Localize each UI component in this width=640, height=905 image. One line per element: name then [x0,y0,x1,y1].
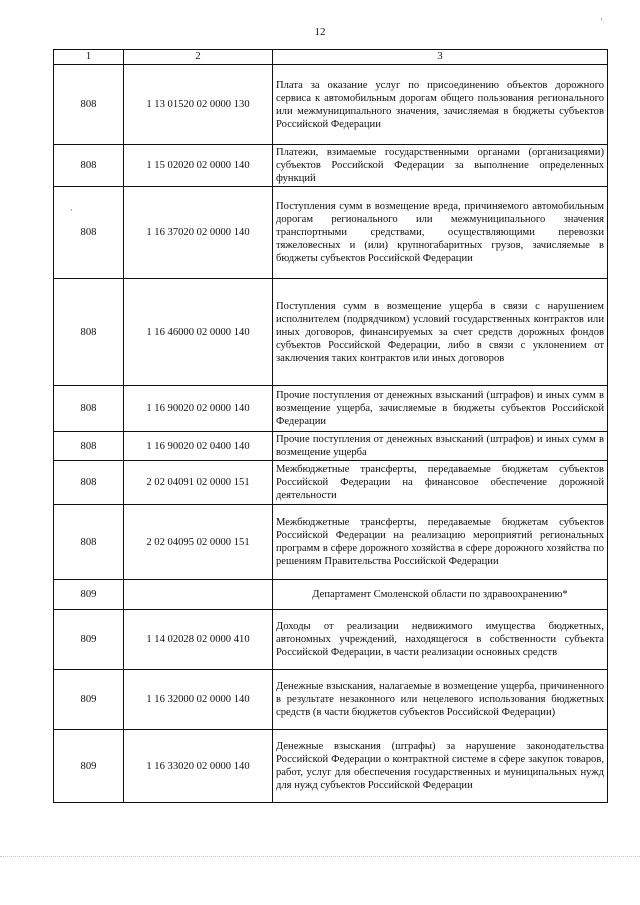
administrator-code: 808 [54,461,124,505]
revenue-code: 1 15 02020 02 0000 140 [124,145,273,187]
table-row [54,386,608,432]
table-row [54,145,608,187]
administrator-code: 808 [54,505,124,580]
administrator-code: 809 [54,580,124,610]
revenue-code: 2 02 04091 02 0000 151 [124,461,273,505]
revenue-code: 1 16 90020 02 0400 140 [124,432,273,461]
table-row [54,187,608,279]
administrator-code: 808 [54,432,124,461]
administrator-code: 808 [54,279,124,386]
administrator-code: 809 [54,670,124,730]
revenue-description: Прочие поступления от денежных взысканий (штрафов) и иных сумм в возмещение ущерба, зачисляемые в бюджеты субъектов Российской Федерации [273,386,608,432]
revenue-code: 1 13 01520 02 0000 130 [124,65,273,145]
revenue-code: 1 16 33020 02 0000 140 [124,730,273,803]
revenue-code [124,580,273,610]
table-row-department [54,580,608,610]
revenue-description: Поступления сумм в возмещение вреда, причиняемого автомобильным дорогам регионального или межмуниципального значения транспортными средствами, осуществляющими перевозки тяжеловесных и (или) крупногабаритных грузов, зачисляемые в бюджеты субъектов Российской Федерации [273,187,608,279]
table-row [54,670,608,730]
header-col-3: 3 [273,50,608,65]
table-row [54,279,608,386]
administrator-code: 808 [54,386,124,432]
revenue-code: 1 16 90020 02 0000 140 [124,386,273,432]
administrator-code: 808 [54,65,124,145]
revenue-description: Поступления сумм в возмещение ущерба в связи с нарушением исполнителем (подрядчиком) условий государственных контрактов или иных договоров, финансируемых за счет средств дорожных фондов субъектов Российской Федерации, либо в связи с уклонением от заключения таких контрактов или иных договоров [273,279,608,386]
revenue-description: Межбюджетные трансферты, передаваемые бюджетам субъектов Российской Федерации на реализацию мероприятий региональных программ в сфере дорожного хозяйства в сфере дорожного хозяйства по решениям Правительства Российской Федерации [273,505,608,580]
revenue-description: Плата за оказание услуг по присоединению объектов дорожного сервиса к автомобильным дорогам общего пользования регионального или межмуниципального значения, зачисляемая в бюджеты субъектов Российской Федерации [273,65,608,145]
table-row [54,432,608,461]
scan-mark: · [70,205,73,215]
table-row [54,505,608,580]
administrator-code: 809 [54,610,124,670]
header-row [54,50,608,65]
revenue-code: 1 16 46000 02 0000 140 [124,279,273,386]
table-body [54,65,608,803]
revenue-code: 1 16 32000 02 0000 140 [124,670,273,730]
revenue-code: 1 16 37020 02 0000 140 [124,187,273,279]
page-number: 12 [314,26,326,38]
revenue-code: 2 02 04095 02 0000 151 [124,505,273,580]
department-title: Департамент Смоленской области по здравоохранению* [273,580,608,610]
revenue-description: Денежные взыскания, налагаемые в возмещение ущерба, причиненного в результате незаконного или нецелевого использования бюджетных средств (в части бюджетов субъектов Российской Федерации) [273,670,608,730]
revenue-description: Прочие поступления от денежных взысканий (штрафов) и иных сумм в возмещение ущерба [273,432,608,461]
table-row [54,730,608,803]
revenue-classification-table [53,49,608,803]
header-col-2: 2 [124,50,273,65]
administrator-code: 808 [54,187,124,279]
revenue-description: Доходы от реализации недвижимого имущества бюджетных, автономных учреждений, находящегося в собственности субъекта Российской Федерации, в части реализации основных средств [273,610,608,670]
header-col-1: 1 [54,50,124,65]
table-header [54,50,608,65]
revenue-code: 1 14 02028 02 0000 410 [124,610,273,670]
administrator-code: 808 [54,145,124,187]
revenue-description: Межбюджетные трансферты, передаваемые бюджетам субъектов Российской Федерации на финансовое обеспечение дорожной деятельности [273,461,608,505]
revenue-description: Денежные взыскания (штрафы) за нарушение законодательства Российской Федерации о контрактной системе в сфере закупок товаров, работ, услуг для обеспечения государственных и муниципальных нужд для нужд субъектов Российской Федерации [273,730,608,803]
table-row [54,65,608,145]
revenue-description: Платежи, взимаемые государственными органами (организациями) субъектов Российской Федерации за выполнение определенных функций [273,145,608,187]
table-row [54,610,608,670]
administrator-code: 809 [54,730,124,803]
scan-mark: · [600,14,603,24]
table-row [54,461,608,505]
scan-artifact-line [0,856,640,858]
